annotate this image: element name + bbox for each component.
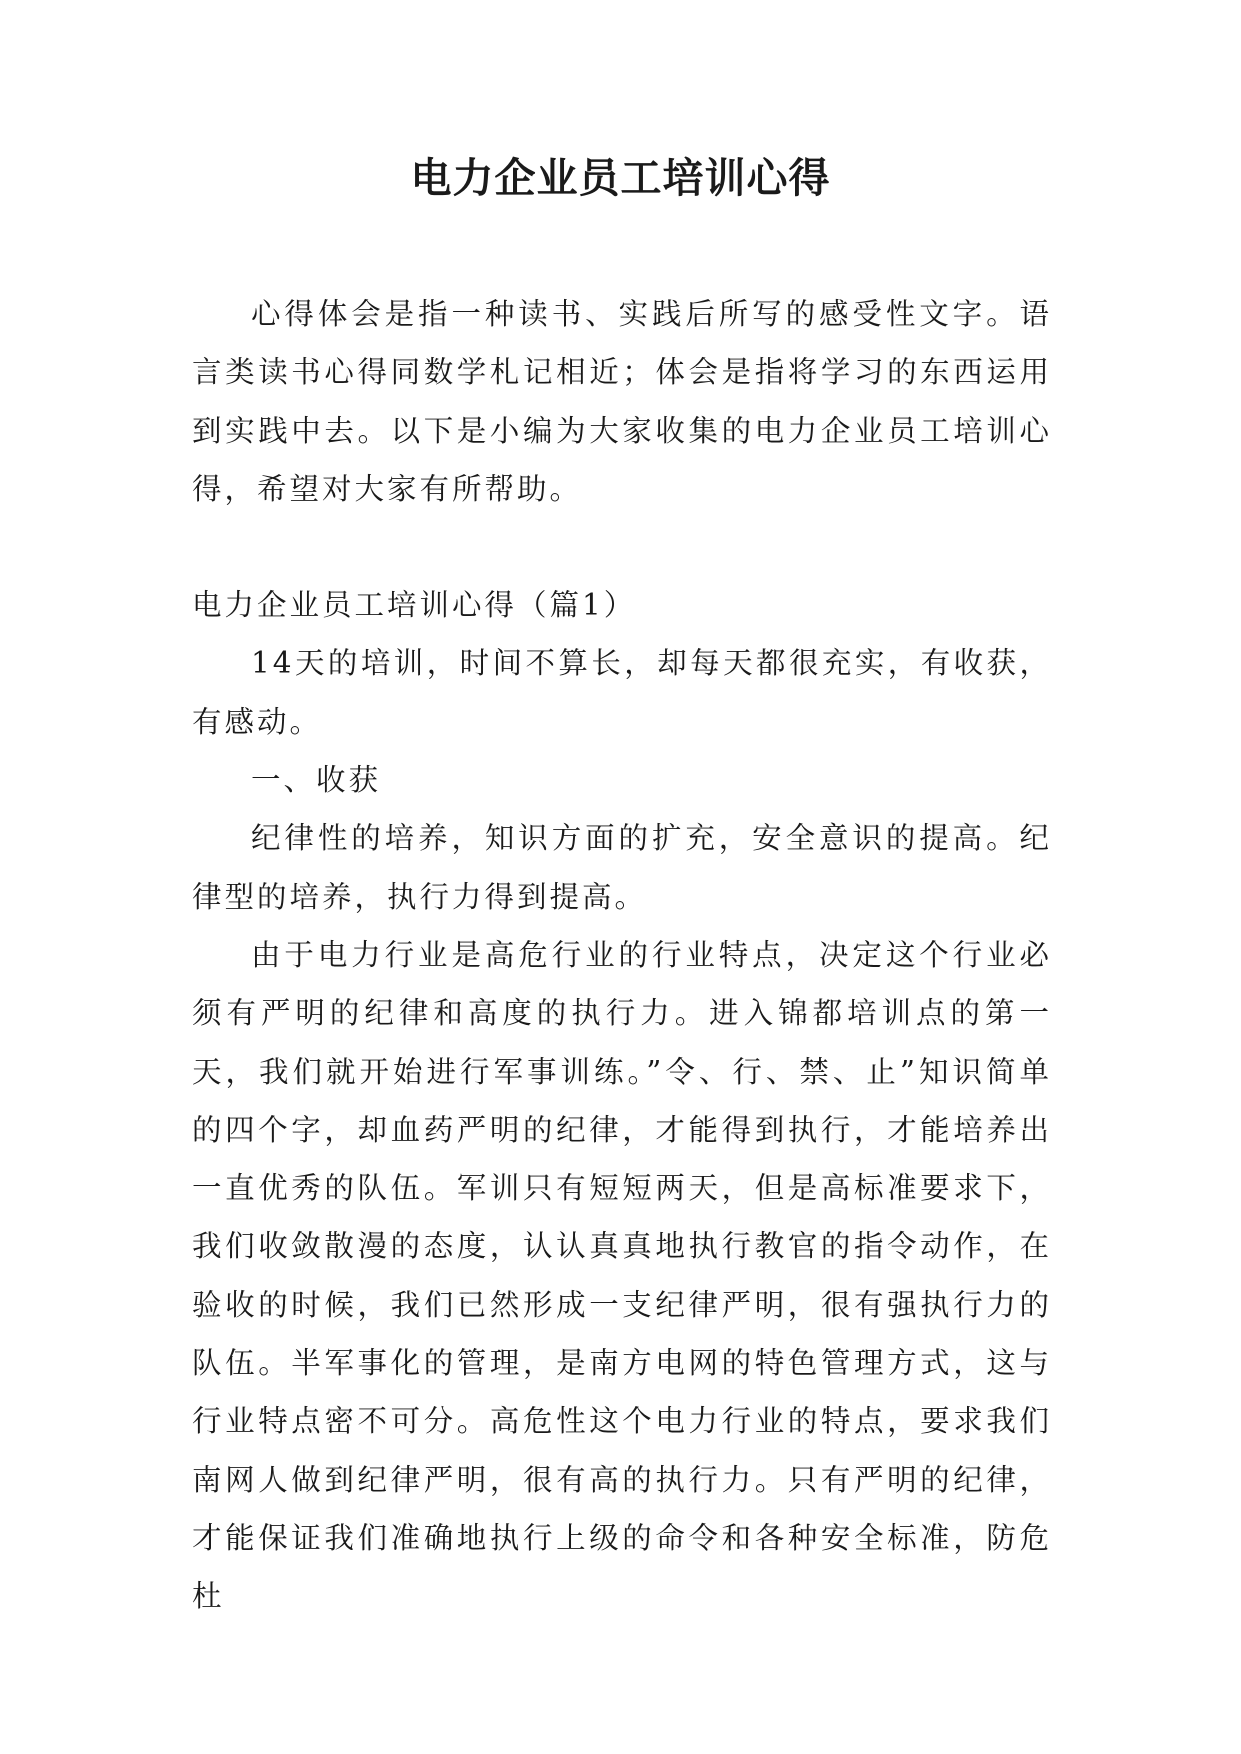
paragraph-training-duration: 14天的培训，时间不算长，却每天都很充实，有收获，有感动。 [192,646,1052,739]
paragraph-discipline-detail: 由于电力行业是高危行业的行业特点，决定这个行业必须有严明的纪律和高度的执行力。进入锦都培训点的第一天，我们就开始进行军事训练。”令、行、禁、止”知识简单的四个字，却血药严明的纪律，才能得到执行，才能培养出一直优秀的队伍。军训只有短短两天，但是高标准要求下，我们收敛散漫的态度，认认真真地执行教官的指令动作，在验收的时候，我们已然形成一支纪律严明，很有强执行力的队伍。半军事化的管理，是南方电网的特色管理方式，这与行业特点密不可分。高危性这个电力行业的特点，要求我们南网人做到纪律严明，很有高的执行力。只有严明的纪律，才能保证我们准确地执行上级的命令和各种安全标准，防危杜 [192,937,1052,1614]
intro-paragraph: 心得体会是指一种读书、实践后所写的感受性文字。语言类读书心得同数学札记相近；体会是指将学习的东西运用到实践中去。以下是小编为大家收集的电力企业员工培训心得，希望对大家有所帮助。 [192,297,1052,506]
document-title: 电力企业员工培训心得 [410,154,831,202]
paragraph-discipline-summary: 纪律性的培养，知识方面的扩充，安全意识的提高。纪律型的培养，执行力得到提高。 [192,821,1052,914]
subheading-gains: 一、收获 [251,763,382,798]
section-heading: 电力企业员工培训心得（篇1） [192,588,637,623]
document-body [192,285,1052,1626]
